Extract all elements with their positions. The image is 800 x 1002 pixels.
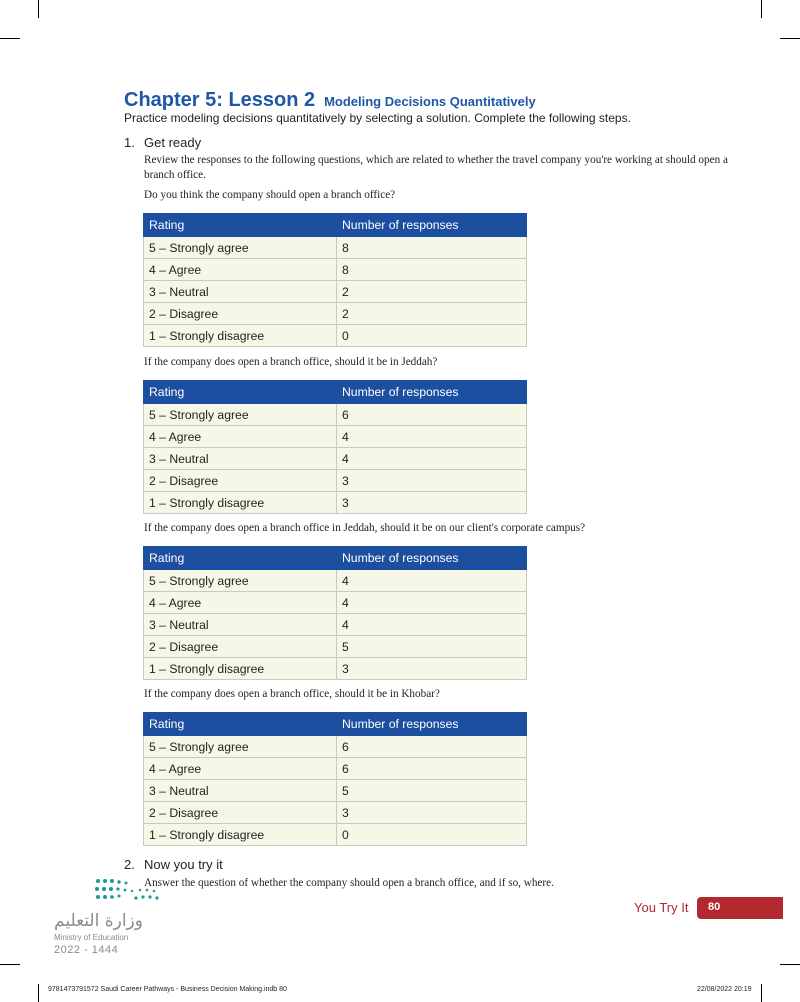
question-text: Do you think the company should open a branch office? <box>144 189 396 201</box>
step-2-description: Answer the question of whether the company should open a branch office, and if so, where. <box>144 877 554 889</box>
responses-table <box>143 213 527 347</box>
header-rating: Rating <box>144 547 337 570</box>
count-cell: 4 <box>337 448 527 470</box>
page-title <box>124 77 536 114</box>
rating-cell: 3 – Neutral <box>144 614 337 636</box>
count-cell: 8 <box>337 237 527 259</box>
rating-cell: 4 – Agree <box>144 259 337 281</box>
step-number: 1. <box>124 135 135 150</box>
table-row <box>144 780 527 802</box>
dots-icon <box>92 877 172 905</box>
ministry-logo <box>50 877 170 967</box>
crop-mark <box>38 0 39 18</box>
count-cell: 3 <box>337 492 527 514</box>
table-row <box>144 426 527 448</box>
rating-cell: 2 – Disagree <box>144 802 337 824</box>
responses-table <box>143 380 527 514</box>
count-cell: 2 <box>337 303 527 325</box>
section-label: You Try It <box>634 900 689 915</box>
rating-cell: 5 – Strongly agree <box>144 404 337 426</box>
table-row <box>144 570 527 592</box>
count-cell: 6 <box>337 758 527 780</box>
header-rating: Rating <box>144 381 337 404</box>
header-rating: Rating <box>144 713 337 736</box>
count-cell: 0 <box>337 325 527 347</box>
count-cell: 0 <box>337 824 527 846</box>
step-1-description: Review the responses to the following questions, which are related to whether the travel company you're working at should open a branch office. <box>144 154 728 181</box>
rating-cell: 3 – Neutral <box>144 448 337 470</box>
table-header-row <box>144 381 527 404</box>
print-slug: 9781473791572 Saudi Career Pathways - Business Decision Making.indb 80 <box>48 986 287 993</box>
table-row <box>144 758 527 780</box>
header-responses: Number of responses <box>337 381 527 404</box>
table-header-row <box>144 214 527 237</box>
count-cell: 8 <box>337 259 527 281</box>
table-header-row <box>144 547 527 570</box>
count-cell: 2 <box>337 281 527 303</box>
rating-cell: 2 – Disagree <box>144 636 337 658</box>
print-timestamp: 22/08/2022 20:19 <box>697 986 752 993</box>
table-row <box>144 824 527 846</box>
count-cell: 3 <box>337 470 527 492</box>
table-row <box>144 614 527 636</box>
table-row <box>144 592 527 614</box>
step-title: Get ready <box>144 135 202 150</box>
crop-mark <box>761 0 762 18</box>
page-number: 80 <box>708 901 721 913</box>
rating-cell: 4 – Agree <box>144 426 337 448</box>
step-2-heading <box>124 857 223 872</box>
rating-cell: 1 – Strongly disagree <box>144 824 337 846</box>
table-row <box>144 636 527 658</box>
logo-arabic: وزارة التعليم <box>54 911 143 931</box>
step-number: 2. <box>124 857 135 872</box>
chapter-heading: Chapter 5: Lesson 2 <box>124 89 316 111</box>
crop-mark <box>0 38 20 39</box>
count-cell: 4 <box>337 570 527 592</box>
logo-english: Ministry of Education <box>54 933 129 942</box>
header-responses: Number of responses <box>337 713 527 736</box>
table-row <box>144 237 527 259</box>
rating-cell: 4 – Agree <box>144 758 337 780</box>
table-row <box>144 404 527 426</box>
table-header-row <box>144 713 527 736</box>
rating-cell: 5 – Strongly agree <box>144 570 337 592</box>
count-cell: 6 <box>337 736 527 758</box>
crop-mark <box>780 38 800 39</box>
table-row <box>144 492 527 514</box>
count-cell: 5 <box>337 780 527 802</box>
intro-text: Practice modeling decisions quantitatively by selecting a solution. Complete the following steps. <box>124 111 631 125</box>
count-cell: 4 <box>337 614 527 636</box>
rating-cell: 4 – Agree <box>144 592 337 614</box>
rating-cell: 2 – Disagree <box>144 470 337 492</box>
count-cell: 5 <box>337 636 527 658</box>
lesson-subtitle: Modeling Decisions Quantitatively <box>324 94 536 109</box>
logo-year: 2022 - 1444 <box>54 944 119 956</box>
header-responses: Number of responses <box>337 214 527 237</box>
responses-table <box>143 712 527 846</box>
table-row <box>144 448 527 470</box>
question-text: If the company does open a branch office, should it be in Jeddah? <box>144 356 438 368</box>
rating-cell: 3 – Neutral <box>144 281 337 303</box>
page-number-tab <box>697 897 783 919</box>
crop-mark <box>0 964 20 965</box>
question-text: If the company does open a branch office, should it be in Khobar? <box>144 688 440 700</box>
table-row <box>144 802 527 824</box>
header-rating: Rating <box>144 214 337 237</box>
question-text: If the company does open a branch office in Jeddah, should it be on our client's corporate campus? <box>144 522 586 534</box>
table-row <box>144 325 527 347</box>
count-cell: 3 <box>337 802 527 824</box>
count-cell: 4 <box>337 426 527 448</box>
rating-cell: 1 – Strongly disagree <box>144 325 337 347</box>
table-row <box>144 281 527 303</box>
table-row <box>144 259 527 281</box>
count-cell: 6 <box>337 404 527 426</box>
rating-cell: 3 – Neutral <box>144 780 337 802</box>
rating-cell: 1 – Strongly disagree <box>144 658 337 680</box>
rating-cell: 2 – Disagree <box>144 303 337 325</box>
step-1-heading <box>124 135 201 150</box>
table-row <box>144 303 527 325</box>
count-cell: 3 <box>337 658 527 680</box>
count-cell: 4 <box>337 592 527 614</box>
crop-mark <box>38 984 39 1002</box>
table-row <box>144 470 527 492</box>
crop-mark <box>780 964 800 965</box>
header-responses: Number of responses <box>337 547 527 570</box>
rating-cell: 1 – Strongly disagree <box>144 492 337 514</box>
rating-cell: 5 – Strongly agree <box>144 237 337 259</box>
rating-cell: 5 – Strongly agree <box>144 736 337 758</box>
table-row <box>144 736 527 758</box>
responses-table <box>143 546 527 680</box>
step-title: Now you try it <box>144 857 223 872</box>
crop-mark <box>761 984 762 1002</box>
table-row <box>144 658 527 680</box>
